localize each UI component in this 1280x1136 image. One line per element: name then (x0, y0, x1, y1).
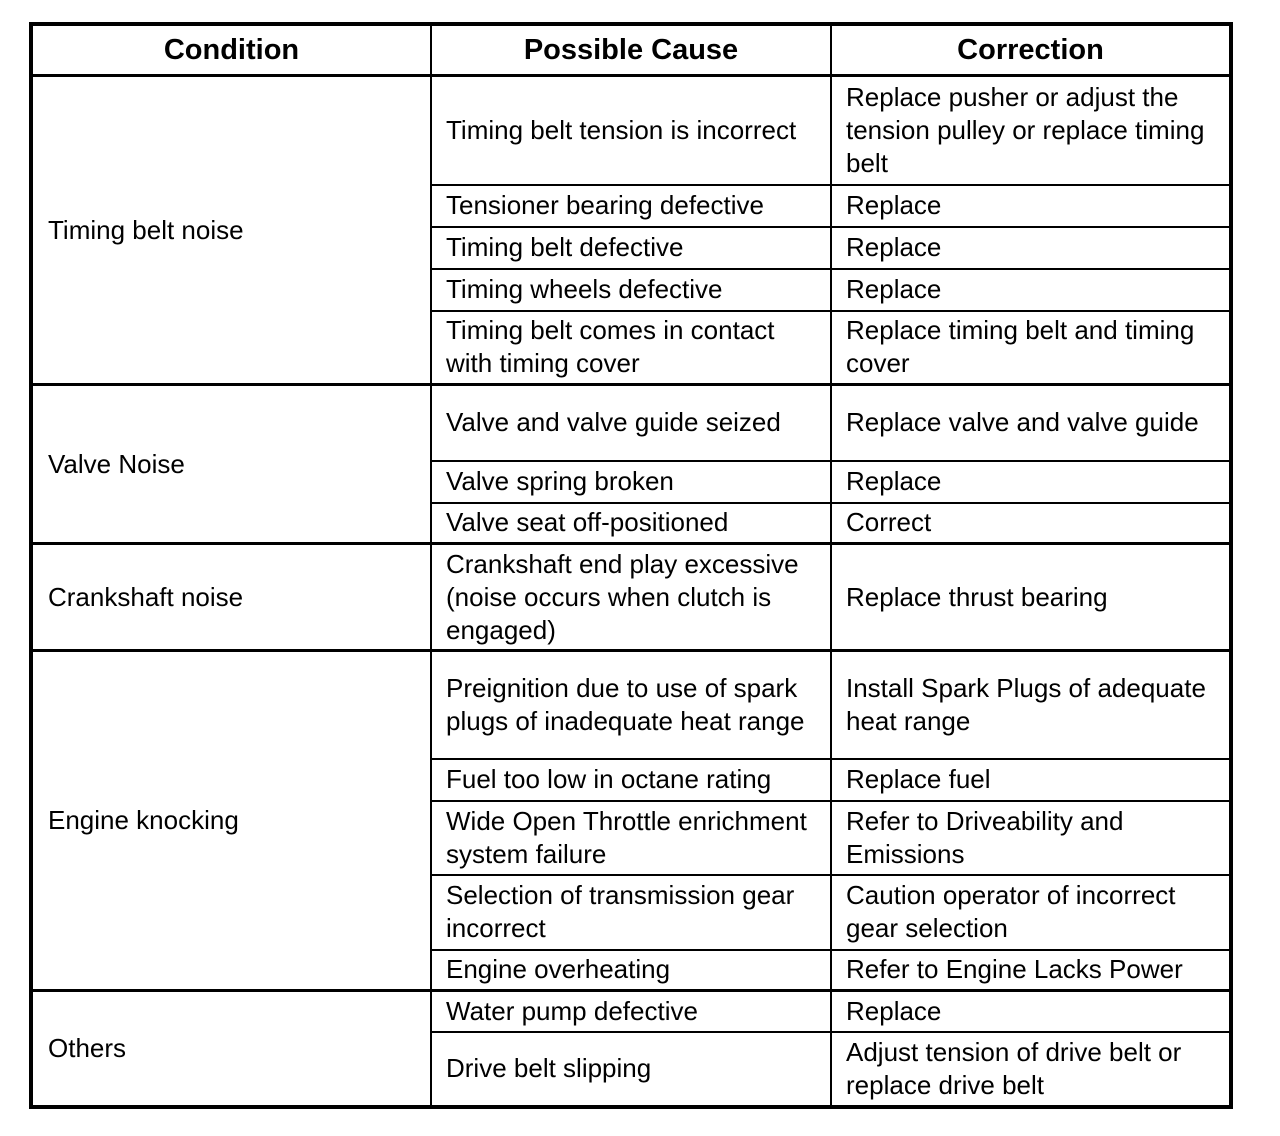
table-row (31, 544, 1231, 651)
correction-cell: Refer to Engine Lacks Power (831, 950, 1231, 991)
cause-cell: Tensioner bearing defective (431, 185, 831, 227)
condition-cell: Valve Noise (31, 385, 431, 544)
header-row (31, 24, 1231, 76)
group-crankshaft-noise (31, 544, 1231, 651)
condition-cell: Engine knocking (31, 651, 431, 991)
cause-cell: Valve seat off-positioned (431, 503, 831, 544)
group-valve-noise (31, 385, 1231, 544)
correction-cell: Adjust tension of drive belt or replace drive belt (831, 1032, 1231, 1107)
header-correction: Correction (831, 24, 1231, 76)
cause-cell: Timing belt defective (431, 227, 831, 269)
group-engine-knocking (31, 651, 1231, 991)
diagnosis-table (29, 22, 1233, 1109)
cause-cell: Timing belt comes in contact with timing cover (431, 311, 831, 385)
cause-cell: Engine overheating (431, 950, 831, 991)
condition-cell: Timing belt noise (31, 76, 431, 385)
group-timing-belt-noise (31, 76, 1231, 385)
correction-cell: Replace (831, 185, 1231, 227)
header-possible-cause: Possible Cause (431, 24, 831, 76)
correction-cell: Install Spark Plugs of adequate heat range (831, 651, 1231, 759)
cause-cell: Fuel too low in octane rating (431, 759, 831, 801)
cause-cell: Timing wheels defective (431, 269, 831, 311)
correction-cell: Replace fuel (831, 759, 1231, 801)
correction-cell: Replace (831, 269, 1231, 311)
cause-cell: Drive belt slipping (431, 1032, 831, 1107)
table-row (31, 651, 1231, 759)
correction-cell: Caution operator of incorrect gear selection (831, 875, 1231, 950)
condition-cell: Others (31, 991, 431, 1107)
correction-cell: Replace (831, 461, 1231, 503)
cause-cell: Timing belt tension is incorrect (431, 76, 831, 185)
condition-cell: Crankshaft noise (31, 544, 431, 651)
correction-cell: Replace pusher or adjust the tension pulley or replace timing belt (831, 76, 1231, 185)
table-row (31, 385, 1231, 461)
header-condition: Condition (31, 24, 431, 76)
cause-cell: Selection of transmission gear incorrect (431, 875, 831, 950)
group-others (31, 991, 1231, 1107)
correction-cell: Replace (831, 991, 1231, 1032)
cause-cell: Valve and valve guide seized (431, 385, 831, 461)
correction-cell: Replace thrust bearing (831, 544, 1231, 651)
cause-cell: Crankshaft end play excessive (noise occurs when clutch is engaged) (431, 544, 831, 651)
correction-cell: Refer to Driveability and Emissions (831, 801, 1231, 875)
cause-cell: Wide Open Throttle enrichment system failure (431, 801, 831, 875)
cause-cell: Valve spring broken (431, 461, 831, 503)
cause-cell: Water pump defective (431, 991, 831, 1032)
correction-cell: Correct (831, 503, 1231, 544)
table-row (31, 76, 1231, 185)
correction-cell: Replace timing belt and timing cover (831, 311, 1231, 385)
correction-cell: Replace (831, 227, 1231, 269)
correction-cell: Replace valve and valve guide (831, 385, 1231, 461)
table-row (31, 991, 1231, 1032)
cause-cell: Preignition due to use of spark plugs of inadequate heat range (431, 651, 831, 759)
table-header (31, 24, 1231, 76)
